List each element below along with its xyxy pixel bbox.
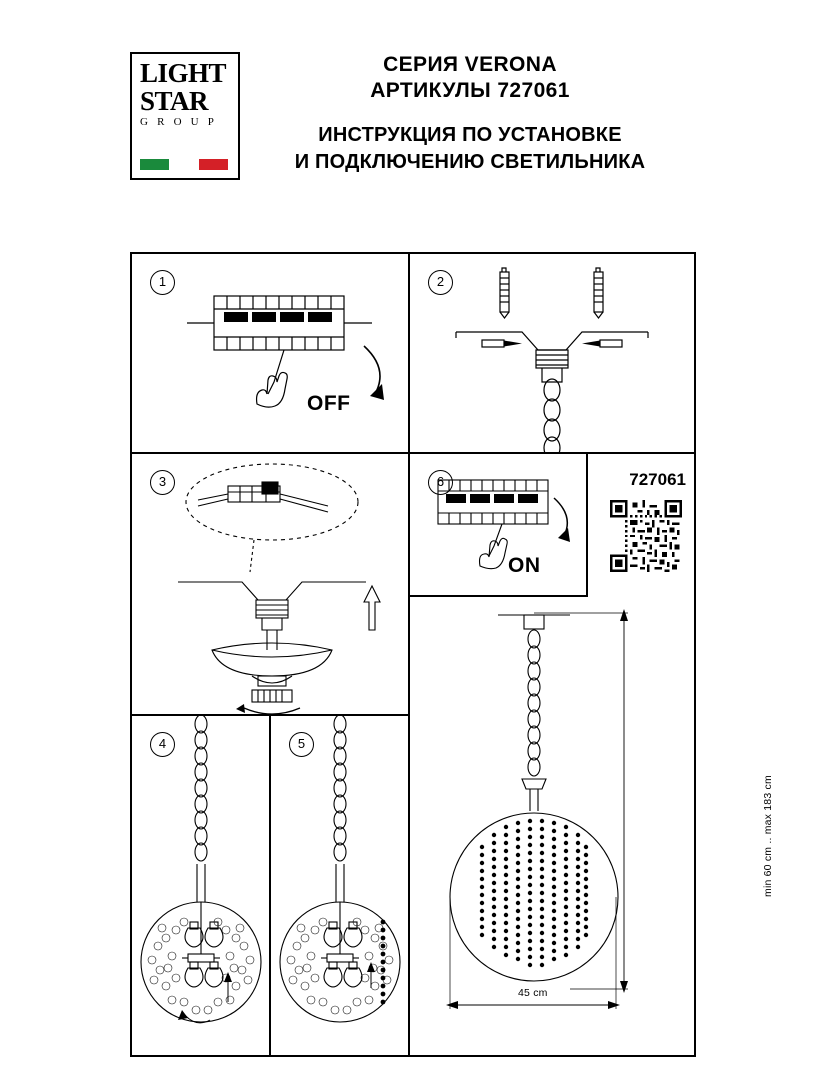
step-3-number: 3	[150, 470, 175, 495]
title-block	[240, 52, 700, 176]
brand-logo	[130, 52, 240, 180]
height-dimension-label: min 60 cm .. max 183 cm	[762, 775, 774, 897]
step-1-number: 1	[150, 270, 175, 295]
logo-text-light: LIGHT	[140, 58, 227, 88]
step-5-illustration	[271, 716, 410, 1055]
step-3-illustration	[132, 454, 410, 716]
step-4-cell	[132, 716, 271, 1055]
step-1-illustration	[132, 254, 410, 454]
step-2-number: 2	[428, 270, 453, 295]
step-6-number: 6	[428, 470, 453, 495]
product-overview-cell	[410, 597, 774, 1055]
step-1-off-label: OFF	[307, 392, 351, 415]
instruction-title-line2: И ПОДКЛЮЧЕНИЮ СВЕТИЛЬНИКА	[294, 151, 646, 173]
step-6-on-label: ON	[508, 554, 541, 577]
step-5-number: 5	[289, 732, 314, 757]
step-3-cell	[132, 454, 410, 716]
instruction-title-line1: ИНСТРУКЦИЯ ПО УСТАНОВКЕ	[318, 124, 622, 146]
step-6-illustration	[410, 454, 588, 597]
logo-text-star: STAR	[140, 86, 209, 116]
step-2-cell	[410, 254, 694, 454]
qr-article-number: 727061	[629, 470, 686, 489]
qr-code[interactable]	[610, 500, 682, 572]
step-6-cell	[410, 454, 588, 597]
article-title: АРТИКУЛЫ 727061	[370, 79, 570, 102]
logo-text-group: G R O U P	[140, 116, 218, 128]
product-illustration	[410, 597, 694, 1055]
step-4-illustration	[132, 716, 271, 1055]
italian-flag-icon	[140, 159, 228, 170]
width-dimension-label: 45 cm	[518, 987, 548, 999]
qr-panel	[588, 454, 694, 597]
step-1-cell	[132, 254, 410, 454]
steps-grid	[130, 252, 774, 1057]
step-4-number: 4	[150, 732, 175, 757]
step-5-cell	[271, 716, 410, 1055]
step-2-illustration	[410, 254, 694, 454]
header	[130, 52, 700, 192]
series-title: СЕРИЯ VERONA	[383, 53, 557, 76]
